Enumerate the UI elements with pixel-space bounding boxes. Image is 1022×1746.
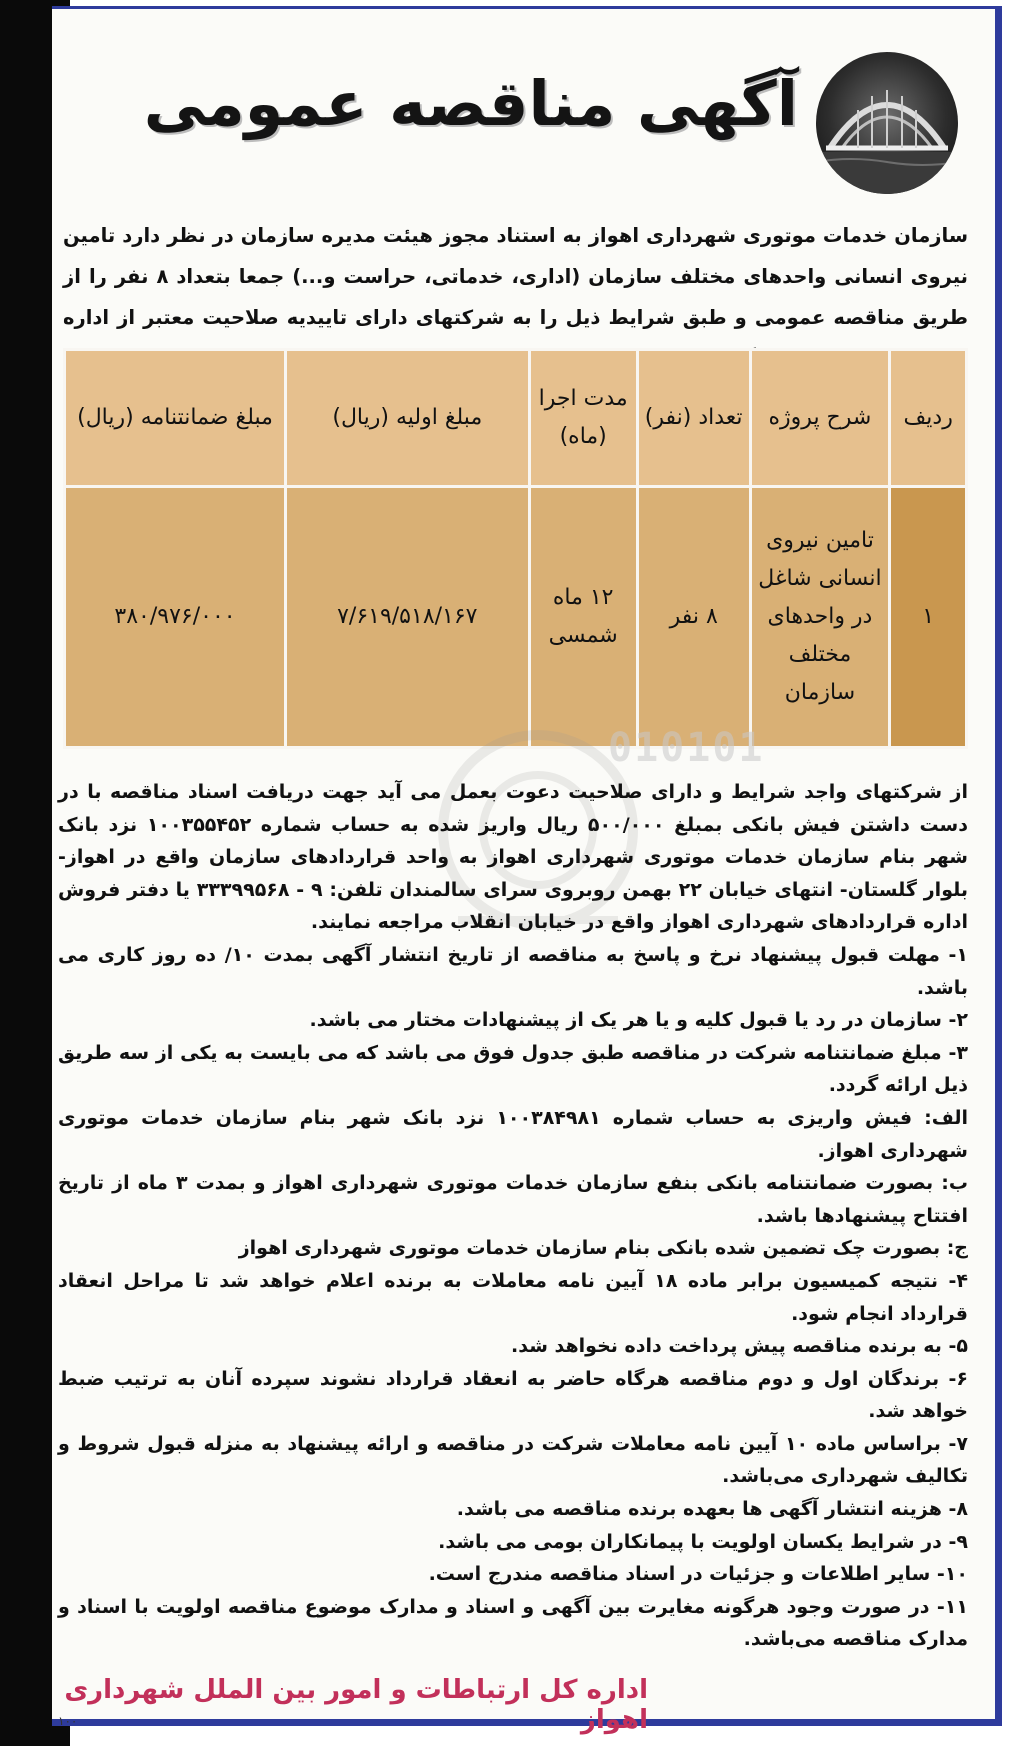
header-initial-amount: مبلغ اولیه (ریال) (286, 350, 530, 487)
cell-duration: ۱۲ ماه شمسی (529, 487, 637, 748)
condition-item: ۱۰- سایر اطلاعات و جزئیات در اسناد مناقصه مندرج است. (428, 1563, 968, 1586)
condition-item: ۶- برندگان اول و دوم مناقصه هرگاه حاضر به انعقاد قرارداد نشوند سپرده آنان به ترتیب ضبط خواهد شد. (58, 1367, 968, 1423)
condition-item: ۴- نتیجه کمیسیون برابر ماده ۱۸ آیین نامه معاملات به برنده اعلام خواهد شد تا مراحل انعقاد قرارداد انجام شود. (58, 1269, 968, 1325)
issuer-signature: اداره کل ارتباطات و امور بین الملل شهرداری اهواز (64, 1675, 648, 1735)
cell-count: ۸ نفر (637, 487, 750, 748)
condition-subitem: الف: فیش واریزی به حساب شماره ۱۰۰۳۸۴۹۸۱ نزد بانک شهر بنام سازمان خدمات موتوری شهرداری اهواز. (58, 1106, 968, 1162)
notice-content (58, 20, 978, 1735)
intro-paragraph: سازمان خدمات موتوری شهرداری اهواز به استناد مجوز هیئت مدیره سازمان در نظر دارد تامین نیروی انسانی واحدهای مختلف سازمان (اداری، خدماتی، حراست و...) جمعا بتعداد ۸ نفر را از طریق مناقصه عمومی و طبق شرایط ذیل را به شرکتهای دارای تاییدیه صلاحیت معتبر از اداره (63, 224, 968, 329)
condition-item: ۱- مهلت قبول پیشنهاد نرخ و پاسخ به مناقصه از تاریخ انتشار آگهی بمدت ۱۰/ ده روز کاری می باشد. (58, 943, 968, 999)
cell-guarantee: ۳۸۰/۹۷۶/۰۰۰ (65, 487, 286, 748)
condition-item: ۱۱- در صورت وجود هرگونه مغایرت بین آگهی و اسناد و مدارک موضوع مناقصه اولویت با اسناد و مدارک مناقصه می‌باشد. (58, 1595, 968, 1651)
condition-item: ۵- به برنده مناقصه پیش پرداخت داده نخواهد شد. (511, 1335, 968, 1358)
header-guarantee: مبلغ ضمانتنامه (ریال) (65, 350, 286, 487)
condition-item: ۷- براساس ماده ۱۰ آیین نامه معاملات شرکت در مناقصه و ارائه پیشنهاد به منزله قبول شروط و تکالیف شهرداری می‌باشد. (58, 1432, 969, 1488)
header-count: تعداد (نفر) (637, 350, 750, 487)
header-description: شرح پروژه (750, 350, 890, 487)
cell-initial-amount: ۷/۶۱۹/۵۱۸/۱۶۷ (286, 487, 530, 748)
condition-item: ۹- در شرایط یکسان اولویت با پیمانکاران بومی می باشد. (438, 1530, 968, 1553)
instructions-paragraph: از شرکتهای واجد شرایط و دارای صلاحیت دعوت بعمل می آید جهت دریافت اسناد مناقصه با در دست داشتن فیش بانکی بمبلغ ۵۰۰/۰۰۰ ریال واریز شده به حساب شماره ۱۰۰۳۵۵۴۵۲ نزد بانک شهر بنام سازمان خدمات موتوری شهرداری اهواز به واحد قراردادهای سازمان واقع در اهواز- بلوار گلستان- انتهای خیابان ۲۲ بهمن روبروی سرای سالمندان تلفن: ۹ - ۳۳۳۹۹۵۶۸ یا دفتر فروش اداره قراردادهای شهرداری اهواز واقع در خیابان انقلاب مراجعه نمایند. (58, 781, 968, 934)
notice-body (58, 776, 968, 1656)
condition-subitem: ج: بصورت چک تضمین شده بانکی بنام سازمان خدمات موتوری شهرداری اهواز (238, 1237, 968, 1260)
page-number: ۱۰۰ (58, 1714, 78, 1728)
cell-description: تامین نیروی انسانی شاغل در واحدهای مختلف سازمان (750, 487, 890, 748)
tender-table (63, 348, 968, 749)
bridge-logo-icon (816, 52, 958, 194)
header-row-number: ردیف (890, 350, 967, 487)
notice-header (58, 40, 978, 190)
condition-item: ۳- مبلغ ضمانتنامه شرکت در مناقصه طبق جدول فوق می باشد که می بایست به یکی از سه طریق ذیل ارائه گردد. (58, 1041, 968, 1097)
watermark-number: 010101 (608, 725, 765, 771)
condition-item: ۸- هزینه انتشار آگهی ها بعهده برنده مناقصه می باشد. (456, 1498, 968, 1521)
page-title: آگهی مناقصه عمومی (143, 67, 798, 140)
condition-item: ۲- سازمان در رد یا قبول کلیه و یا هر یک از پیشنهادات مختار می باشد. (309, 1009, 968, 1032)
cell-row-number: ۱ (890, 487, 967, 748)
condition-subitem: ب: بصورت ضمانتنامه بانکی بنفع سازمان خدمات موتوری شهرداری اهواز و بمدت ۳ ماه از تاریخ افتتاح پیشنهادها باشد. (58, 1172, 968, 1227)
table-header-row (65, 350, 967, 487)
table-row (65, 487, 967, 748)
header-duration: مدت اجرا (ماه) (529, 350, 637, 487)
